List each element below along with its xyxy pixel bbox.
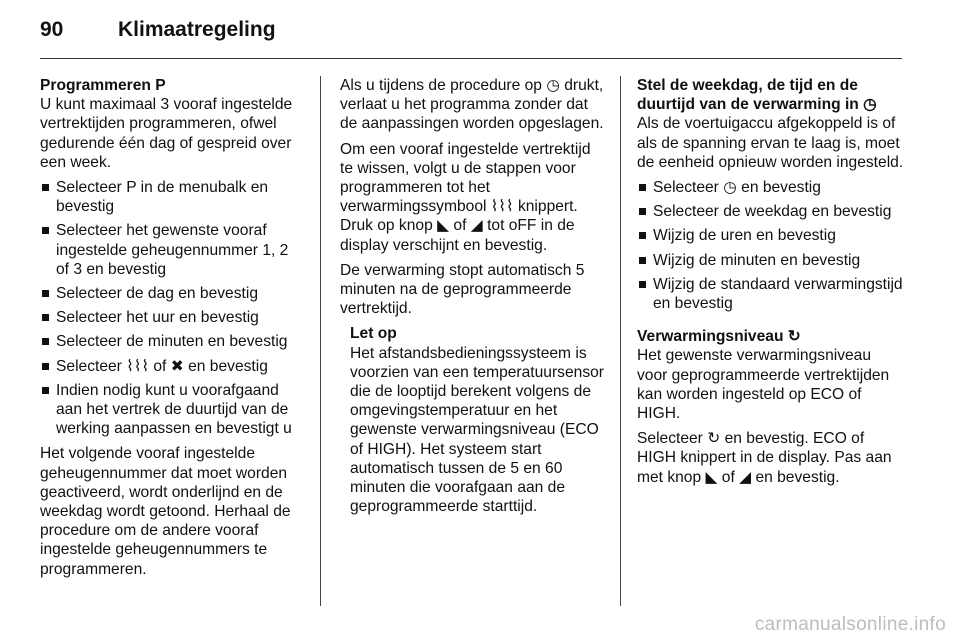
outro-paragraph: Het volgende vooraf ingestelde geheugennummer dat moet worden geactiveerd, wordt onderlijnd en de weekdag wordt getoond. Herhaal de procedure om de andere vooraf ingestelde geheugennummers te programmeren. xyxy=(40,445,291,578)
paragraph: Als u tijdens de procedure op ◷ drukt, verlaat u het programma zonder dat de aanpassingen worden opgeslagen. xyxy=(340,77,604,133)
watermark: carmanualsonline.info xyxy=(754,614,946,635)
paragraph: Als de voertuigaccu afgekoppeld is of als de spanning ervan te laag is, moet de eenheid opnieuw worden ingesteld. xyxy=(637,115,904,171)
list-item: Selecteer de dag en bevestig xyxy=(40,284,304,303)
section-heading-programmeren: Programmeren P xyxy=(40,77,166,94)
header-rule xyxy=(40,58,902,59)
paragraph: Het gewenste verwarmingsniveau voor geprogrammeerde vertrektijden kan worden ingesteld op ECO of HIGH. xyxy=(637,347,890,423)
paragraph: Om een vooraf ingestelde vertrektijd te wissen, volgt u de stappen voor programmeren tot het verwarmingssymbool ⌇⌇⌇ knippert. Druk op knop ◣ of ◢ tot oFF in de display verschijnt en bevestig. xyxy=(340,140,591,254)
column-divider xyxy=(620,76,621,606)
list-item: Selecteer P in de menubalk en bevestig xyxy=(40,178,304,216)
list-item: Wijzig de uren en bevestig xyxy=(637,226,905,245)
paragraph: Selecteer ↻ en bevestig. ECO of HIGH knippert in de display. Pas aan met knop ◣ of ◢ en bevestig. xyxy=(637,430,892,486)
list-item: Selecteer het gewenste vooraf ingestelde geheugennummer 1, 2 of 3 en bevestig xyxy=(40,221,304,279)
column-3 xyxy=(637,76,905,493)
section-heading-verwarmingsniveau: Verwarmingsniveau ↻ xyxy=(637,328,801,346)
list-item: Selecteer de weekdag en bevestig xyxy=(637,202,905,221)
list-item: Selecteer het uur en bevestig xyxy=(40,308,304,327)
column-2 xyxy=(340,76,606,522)
note-heading: Let op xyxy=(350,325,397,343)
page-number: 90 xyxy=(40,18,64,41)
page-header xyxy=(40,18,276,42)
list-item: Selecteer de minuten en bevestig xyxy=(40,332,304,351)
list-item: Selecteer ⌇⌇⌇ of ✖ en bevestig xyxy=(40,357,304,376)
list-item: Indien nodig kunt u voorafgaand aan het vertrek de duurtijd van de werking aanpassen en bevestigt u xyxy=(40,381,304,439)
section-heading-weekday-time: Stel de weekdag, de tijd en de duurtijd van de verwarming in ◷ xyxy=(637,77,877,114)
page-title: Klimaatregeling xyxy=(118,18,276,41)
note-text: Het afstandsbedieningssysteem is voorzien van een temperatuursensor die de looptijd berekent volgens de omgevingstemperatuur en het gewenste verwarmingsniveau (ECO of HIGH). Het systeem start automatisch tussen de 5 en 60 minuten die voorafgaan aan de geprogrammeerde starttijd. xyxy=(350,344,604,516)
note-box xyxy=(340,324,606,516)
paragraph: De verwarming stopt automatisch 5 minuten na de geprogrammeerde vertrektijd. xyxy=(340,261,585,318)
column-1 xyxy=(40,76,304,585)
programming-steps-list xyxy=(40,178,304,438)
setting-steps-list xyxy=(637,178,905,313)
list-item: Wijzig de minuten en bevestig xyxy=(637,251,905,270)
intro-paragraph: U kunt maximaal 3 vooraf ingestelde vertrektijden programmeren, ofwel gedurende één dag of gespreid over een week. xyxy=(40,96,293,171)
list-item: Selecteer ◷ en bevestig xyxy=(637,178,905,197)
list-item: Wijzig de standaard verwarmingstijd en bevestig xyxy=(637,275,905,313)
column-divider xyxy=(320,76,321,606)
